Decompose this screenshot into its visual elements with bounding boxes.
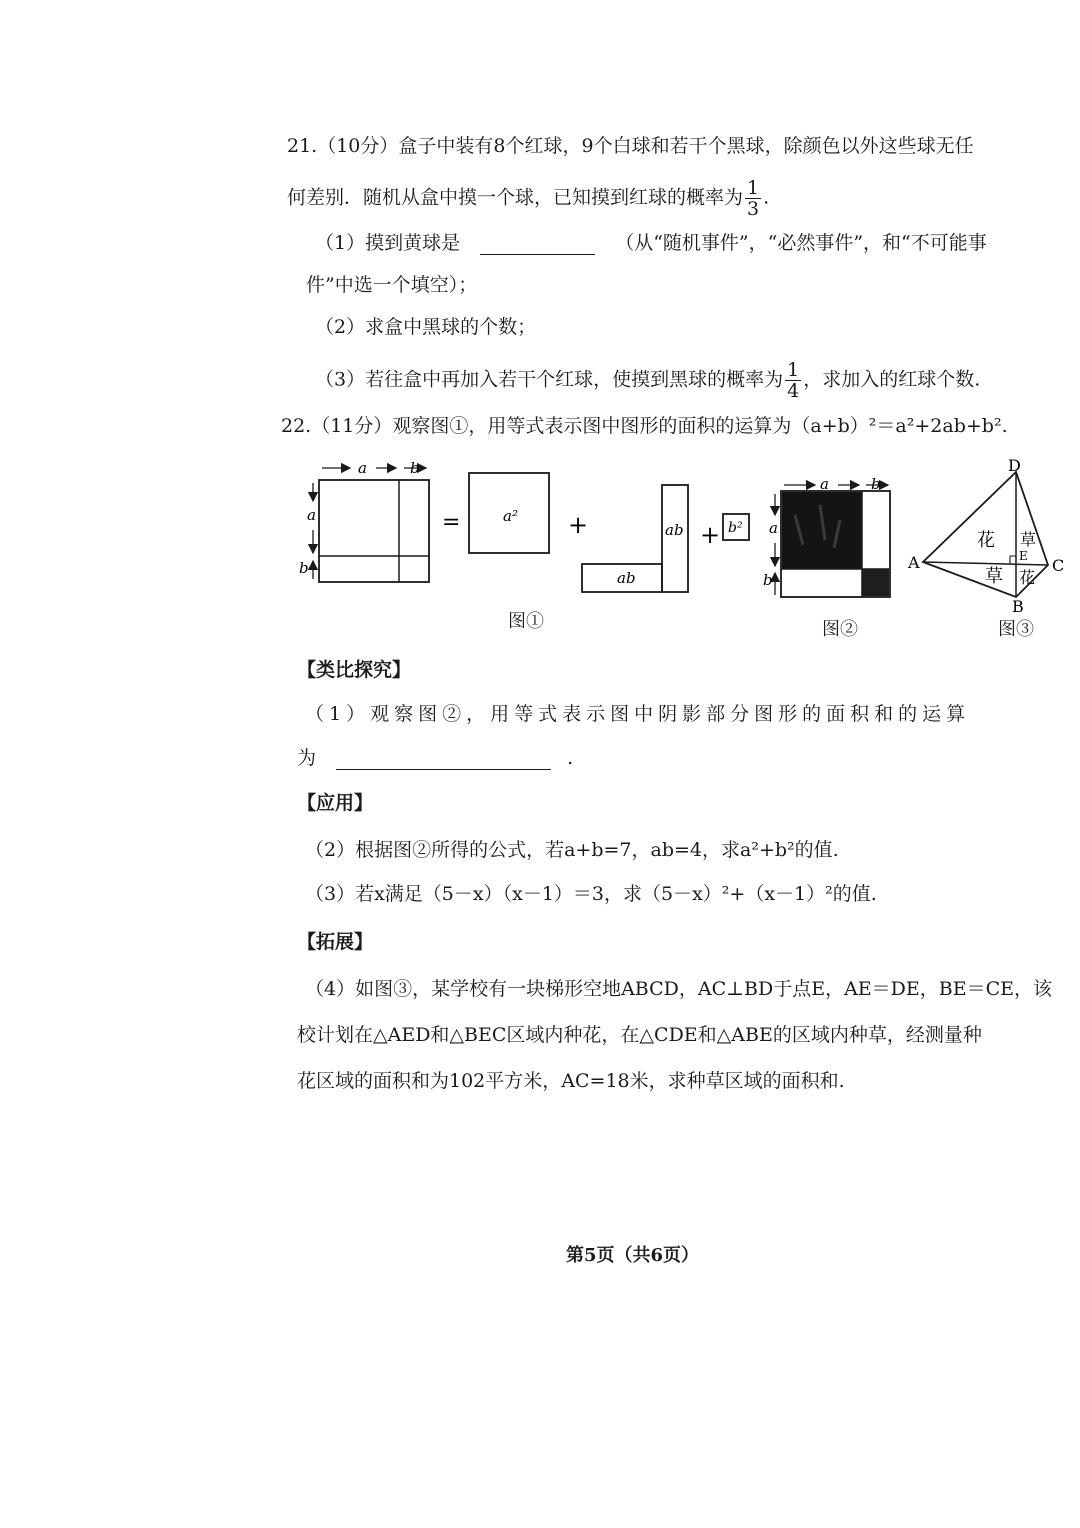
fraction-denominator: 4 [787, 380, 800, 402]
label-b2: b² [728, 520, 743, 536]
q21-line2-text: 何差别．随机从盒中摸一个球，已知摸到红球的概率为 [287, 186, 744, 209]
region-grass-cde: 草 [1020, 530, 1037, 549]
fig1-label-a-left: a [307, 506, 316, 524]
fraction-numerator: 1 [787, 359, 800, 381]
region-flower-bec: 花 [1019, 568, 1036, 587]
fig2-label-a-left: a [769, 519, 778, 537]
q21-part1-options: （从“随机事件”，“必然事件”，和“不可能事 [615, 232, 987, 254]
label-ab-vertical: ab [665, 521, 684, 539]
q22-part1-prefix: 为 [297, 747, 317, 769]
plus-sign-1: + [568, 511, 589, 539]
fraction-denominator: 3 [747, 198, 760, 220]
region-flower-aed: 花 [977, 530, 995, 551]
equals-sign: = [442, 510, 461, 535]
section-application-heading: 【应用】 [297, 792, 374, 814]
q21-part3-end: ，求加入的红球个数. [803, 368, 981, 391]
section-extension-heading: 【拓展】 [297, 931, 374, 953]
q22-figures [0, 455, 1080, 695]
point-E-label: E [1019, 549, 1028, 563]
fig2-label-b-left: b [763, 571, 773, 589]
q22-part3: （3）若x满足（5－x）（x－1）＝3，求（5－x）²+（x－1）²的值. [305, 883, 877, 905]
q22-part2: （2）根据图②所得的公式，若a+b=7，ab=4，求a²+b²的值. [305, 839, 839, 861]
figure-2-caption: 图② [822, 619, 858, 640]
fraction-numerator: 1 [747, 177, 760, 199]
point-C-label: C [1052, 556, 1065, 575]
q21-part3 [315, 360, 980, 401]
q22-part4-line1: （4）如图③，某学校有一块梯形空地ABCD，AC⊥BD于点E，AE＝DE，BE＝CE，该 [305, 978, 1053, 1000]
region-grass-abe: 草 [985, 566, 1003, 587]
q22-part1-line2 [297, 746, 573, 770]
fraction-one-quarter [785, 360, 801, 401]
point-A-label: A [908, 553, 920, 572]
fig2-label-b-top: b [871, 475, 881, 493]
fig2-label-a-top: a [820, 475, 829, 493]
q21-part1-line2: 件”中选一个填空）； [306, 274, 478, 296]
q22-part4-line2: 校计划在△AED和△BEC区域内种花，在△CDE和△ABE的区域内种草，经测量种 [297, 1024, 982, 1046]
fraction-one-third [745, 178, 761, 219]
point-D-label: D [1008, 456, 1021, 475]
section-analogy-heading: 【类比探究】 [297, 659, 412, 681]
page-number-footer: 第5页（共6页） [566, 1245, 700, 1266]
q21-part1-text: （1）摸到黄球是 [315, 232, 461, 254]
q21-part3-text: （3）若往盒中再加入若干个红球，使摸到黑球的概率为 [315, 368, 784, 391]
answer-blank-1[interactable] [480, 254, 595, 255]
figure-3-caption: 图③ [998, 619, 1034, 640]
q22-header: 22.（11分）观察图①，用等式表示图中图形的面积的运算为（a+b）²＝a²+2ab+b². [281, 415, 1008, 437]
figure-1-square [313, 468, 429, 582]
q21-line1: 21.（10分）盒子中装有8个红球，9个白球和若干个黑球，除颜色以外这些球无任 [287, 135, 974, 157]
fig1-label-a-top: a [358, 459, 367, 477]
answer-blank-2[interactable] [336, 769, 551, 770]
fig1-label-b-left: b [299, 559, 309, 577]
plus-sign-2: + [700, 521, 721, 549]
q21-line2 [287, 178, 769, 219]
q22-part1-end: . [567, 747, 574, 769]
q21-part1 [315, 231, 987, 255]
fig1-label-b-top: b [410, 459, 420, 477]
q22-part4-line3: 花区域的面积和为102平方米，AC=18米，求种草区域的面积和. [297, 1070, 845, 1092]
figure-1-caption: 图① [508, 611, 544, 632]
figure-2-square [775, 485, 890, 597]
q22-part1-line1: （1）观察图②，用等式表示图中阴影部分图形的面积和的运算 [305, 703, 971, 725]
q21-line2-end: . [763, 186, 770, 209]
point-B-label: B [1012, 597, 1024, 616]
label-a2: a² [503, 507, 518, 525]
label-ab-horizontal: ab [617, 569, 636, 587]
q21-part2: （2）求盒中黑球的个数； [315, 316, 537, 338]
